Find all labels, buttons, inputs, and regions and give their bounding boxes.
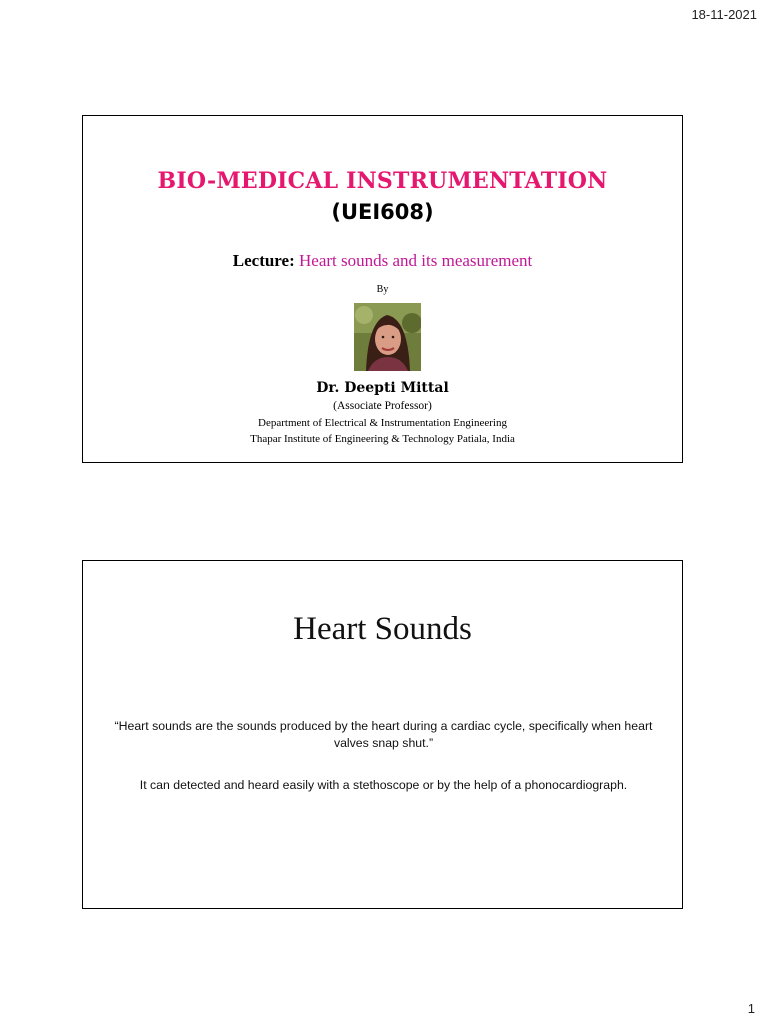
slide-heading: Heart Sounds <box>293 611 472 647</box>
author-photo <box>354 303 421 371</box>
course-title: BIO-MEDICAL INSTRUMENTATION <box>157 168 608 194</box>
slide-title <box>82 115 683 463</box>
course-code: (UEI608) <box>331 200 434 224</box>
lecture-topic: Heart sounds and its measurement <box>299 251 533 270</box>
lecture-label: Lecture: <box>232 251 295 270</box>
definition-quote: “Heart sounds are the sounds produced by the heart during a cardiac cycle, specifically when heart valves snap shut.” <box>114 719 653 750</box>
page-number: 1 <box>747 1001 755 1016</box>
lecture-line <box>83 251 682 271</box>
institute: Thapar Institute of Engineering & Technology Patiala, India <box>250 433 515 445</box>
slide-heart-sounds <box>82 560 683 909</box>
department: Department of Electrical & Instrumentation Engineering <box>258 417 507 429</box>
author-name: Dr. Deepti Mittal <box>316 380 449 396</box>
by-label: By <box>376 284 389 295</box>
print-date: 18-11-2021 <box>691 7 757 22</box>
detection-text: It can detected and heard easily with a stethoscope or by the help of a phonocardiograph. <box>139 778 628 792</box>
author-role: (Associate Professor) <box>333 400 432 412</box>
